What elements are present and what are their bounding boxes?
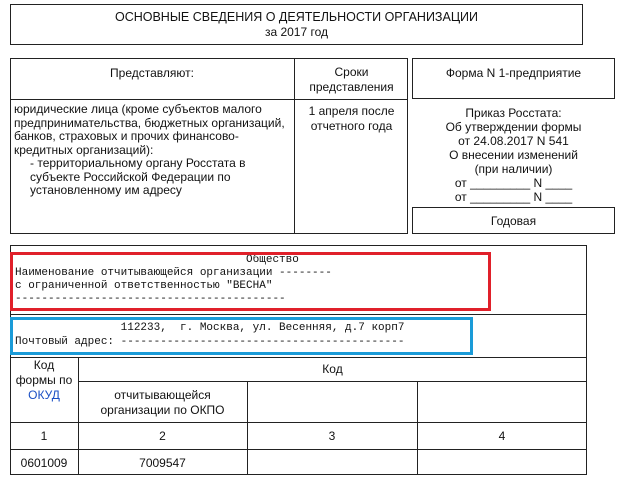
column-number: 2 xyxy=(159,429,166,443)
deadline-header-line1: Сроки xyxy=(334,65,369,79)
okud-link[interactable]: ОКУД xyxy=(28,388,60,402)
submitters-line: юридические лица (кроме субъектов малого xyxy=(14,102,262,116)
order-line: от _________ N ____ xyxy=(454,176,573,190)
address-line1: 112233, г. Москва, ул. Весенняя, д.7 корп7 xyxy=(15,322,405,334)
column-number: 1 xyxy=(40,429,48,443)
okud-header xyxy=(10,358,78,403)
org-name-line3: с ограниченной ответственностью "ВЕСНА" xyxy=(15,280,273,292)
submitters-line: установленному им адресу xyxy=(30,183,182,197)
report-year: за 2017 год xyxy=(264,25,329,39)
submitters-line: банков, страховых и прочих финансово- xyxy=(14,129,239,143)
order-line: (при наличии) xyxy=(474,162,553,176)
deadline-header-line2: представления xyxy=(309,80,394,94)
okud-value: 0601009 xyxy=(20,456,68,470)
order-info xyxy=(412,106,615,204)
deadline-line: 1 апреля после xyxy=(308,104,395,118)
column-number: 4 xyxy=(498,429,506,443)
org-name-line4: ----------------------------------------- xyxy=(15,293,286,305)
submitters-line: - территориальному органу Росстата в xyxy=(30,156,246,170)
okpo-label: организации по ОКПО xyxy=(100,403,225,417)
okud-label: формы по xyxy=(15,373,73,387)
column-number: 3 xyxy=(328,429,336,443)
submitters-line: предпринимательства, бюджетных организаций, xyxy=(14,115,285,130)
order-line: от 24.08.2017 N 541 xyxy=(458,134,569,148)
order-line: от _________ N ____ xyxy=(454,190,573,204)
org-name-line1: Общество xyxy=(15,254,299,266)
okpo-label: отчитывающейся xyxy=(114,388,211,402)
okud-label: Код xyxy=(33,358,55,372)
address-line2: Почтовый адрес: ------------------------------------------- xyxy=(15,336,405,348)
submitters-line: субъекте Российской Федерации по xyxy=(30,169,231,184)
order-line: Об утверждении формы xyxy=(445,120,582,134)
page-title: ОСНОВНЫЕ СВЕДЕНИЯ О ДЕЯТЕЛЬНОСТИ ОРГАНИЗАЦИИ xyxy=(114,10,479,24)
deadline-line: отчетного года xyxy=(310,119,393,133)
form-name: Форма N 1-предприятие xyxy=(445,66,582,80)
postal-address-highlight xyxy=(10,317,473,355)
code-header: Код xyxy=(322,362,343,376)
period-value: Годовая xyxy=(490,214,537,228)
deadline-value xyxy=(295,104,408,134)
submitters-header: Представляют: xyxy=(110,66,194,80)
okpo-value: 7009547 xyxy=(139,456,186,470)
order-line: Приказ Росстата: xyxy=(465,106,562,120)
organization-name-highlight xyxy=(10,252,491,311)
org-name-line2: Наименование отчитывающейся организации -------- xyxy=(15,267,332,279)
order-line: О внесении изменений xyxy=(449,148,578,162)
submitters-line: кредитных организаций): xyxy=(14,142,154,157)
submitters-text xyxy=(14,103,294,198)
okpo-header xyxy=(78,388,247,418)
